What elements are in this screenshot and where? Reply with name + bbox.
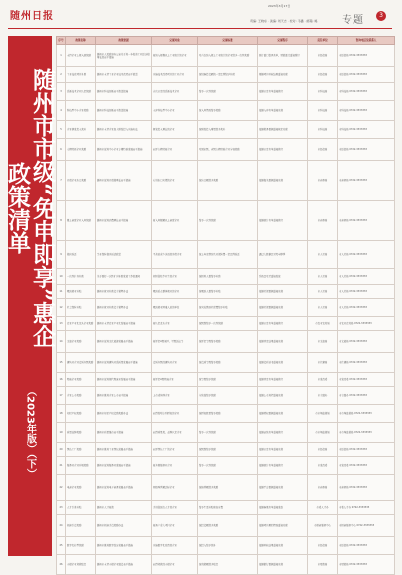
cell-target: 新升规服务业企业 (152, 457, 198, 475)
cell-standard: 按研发投入增量给予奖补 (198, 121, 258, 139)
table-row (57, 475, 395, 501)
table-row (57, 121, 395, 139)
cell-target: 获评绿色工厂的企业 (152, 443, 198, 457)
table-row (57, 443, 395, 457)
cell-name: 数字化转型奖励 (66, 537, 96, 555)
cell-target: 获得发明专利授权的企业 (152, 405, 198, 423)
cell-process: 依据上市进程直接兑现 (258, 387, 308, 405)
cell-dept: 市经信局 (308, 67, 338, 83)
cell-process: 依据银行数据直接兑现 (258, 555, 308, 575)
cell-standard: 按设备投资额的一定比例给予补助 (198, 67, 258, 83)
cell-no: 19 (57, 423, 66, 443)
cell-dept: 市金融办 (308, 387, 338, 405)
cell-basis: 随州市促进建筑业高质量发展若干措施 (96, 353, 152, 373)
table-row (57, 331, 395, 353)
table-row (57, 201, 395, 241)
cell-contact: 市文旅局 0722-3333333 (338, 331, 395, 353)
table-row (57, 373, 395, 387)
cell-target: 入库科技型中小企业 (152, 101, 198, 121)
cell-process: 通过大数据比对免申即享 (258, 241, 308, 269)
banner-title: 随州市市级“免申即享”惠企政策清单 (4, 68, 56, 348)
cell-basis: 随州市支持企业加大研发投入实施办法 (96, 121, 152, 139)
cell-process: 依据获奖名单直接拨付 (258, 423, 308, 443)
cell-standard: 按出口额给予奖励 (198, 161, 258, 201)
cell-contact: 市人社局 0722-3333333 (338, 241, 395, 269)
cell-no: 4 (57, 101, 66, 121)
cell-name: 服务业企业升规奖励 (66, 457, 96, 475)
cell-target: 上市或挂牌企业 (152, 387, 198, 405)
cell-standard: 按投入给予奖补 (198, 537, 258, 555)
table-body (57, 45, 395, 575)
cell-name: 人才引进补贴 (66, 501, 96, 515)
cell-name: 吸纳就业补贴 (66, 285, 96, 299)
header-target: 兑现对象 (152, 37, 198, 45)
cell-dept: 市文旅局 (308, 331, 338, 353)
table-row (57, 353, 395, 373)
table-header-row (57, 37, 395, 45)
cell-name: 绿色工厂奖励 (66, 443, 96, 457)
cell-process: 依据备案名单直接发放 (258, 501, 308, 515)
cell-name: 小微企业贷款贴息 (66, 555, 96, 575)
cell-process: 依据验收结果直接兑现 (258, 537, 308, 555)
page-number-badge: 3 (376, 11, 386, 21)
cell-no: 24 (57, 515, 66, 537)
header-divider (8, 28, 392, 29)
cell-process: 系统比对后直接发放 (258, 269, 308, 285)
cell-process: 根据项目验收结果直接兑现 (258, 67, 308, 83)
cell-basis: 失业保险稳岗返还政策 (96, 241, 152, 269)
cell-contact: 市科技局 0722-3333333 (338, 83, 395, 101)
cell-standard: 按销售额给予奖励 (198, 475, 258, 501)
cell-standard: 按级别给予一次性奖励 (198, 317, 258, 331)
cell-process: 依据税务数据直接核定兑现 (258, 121, 308, 139)
cell-target: 获得质量奖、品牌认定企业 (152, 423, 198, 443)
cell-basis: 随州市促进文化旅游发展若干措施 (96, 331, 152, 353)
cell-standard: 按入库情况给予奖励 (198, 101, 258, 121)
cell-name: 物流企业奖励 (66, 373, 96, 387)
cell-no: 3 (57, 83, 66, 101)
table-row (57, 299, 395, 317)
cell-dept: 市经信局 (308, 45, 338, 67)
cell-no: 5 (57, 121, 66, 139)
header-contact: 咨询电话及联系人 (338, 37, 395, 45)
cell-no: 23 (57, 501, 66, 515)
cell-basis: 随州市促进电子商务发展若干措施 (96, 475, 152, 501)
cell-basis: 随州市促进现代物流业发展若干措施 (96, 373, 152, 387)
cell-target: 吸纳就业困难人员的单位 (152, 299, 198, 317)
cell-name: 稳岗返还 (66, 241, 96, 269)
cell-dept: 市发改委 (308, 373, 338, 387)
cell-dept: 市商务局 (308, 161, 338, 201)
table-row (57, 269, 395, 285)
cell-no: 15 (57, 353, 66, 373)
cell-contact: 市人社局 0722-3333333 (338, 299, 395, 317)
cell-no: 1 (57, 45, 66, 67)
cell-no: 11 (57, 285, 66, 299)
cell-dept: 市科技局 (308, 121, 338, 139)
cell-contact: 市市场监管局 0722-3333333 (338, 405, 395, 423)
cell-contact: 市商务局 0722-3333333 (338, 475, 395, 501)
cell-contact: 市科技局 0722-3333333 (338, 121, 395, 139)
cell-no: 26 (57, 555, 66, 575)
cell-dept: 市经信局 (308, 537, 338, 555)
cell-basis: 随州市质量强市若干措施 (96, 423, 152, 443)
cell-contact: 市招商服务中心 0722-3333333 (338, 515, 395, 537)
table-row (57, 285, 395, 299)
cell-target: 首次认定的高新技术企业 (152, 83, 198, 101)
cell-dept: 市科技局 (308, 83, 338, 101)
table-row (57, 405, 395, 423)
cell-no: 25 (57, 537, 66, 555)
cell-target: 招用高校毕业生的企业 (152, 269, 198, 285)
header-standard: 兑现标准 (198, 37, 258, 45)
cell-process: 依据评定名单直接拨付 (258, 373, 308, 387)
cell-process: 依据社保数据直接兑现 (258, 285, 308, 299)
cell-dept: 市市场监管局 (308, 423, 338, 443)
editors-line: 责编: 王晓东 · 美编: 刘天志 · 校对: 韦鑫 · 邮箱: 略 (250, 19, 318, 23)
cell-contact: 市农业农村局 0722-3333333 (338, 317, 395, 331)
table-row (57, 423, 395, 443)
cell-dept: 市委人才办 (308, 501, 338, 515)
cell-contact: 市发改委 0722-3333333 (338, 373, 395, 387)
cell-contact: 市经信局 0722-3333333 (338, 537, 395, 555)
cell-basis: 随州市科技创新若干政策措施 (96, 101, 152, 121)
cell-no: 18 (57, 405, 66, 423)
cell-target: 资质升级的建筑业企业 (152, 353, 198, 373)
table-row (57, 317, 395, 331)
cell-target: 有进出口实绩的企业 (152, 161, 198, 201)
cell-process: 依据平台数据直接兑现 (258, 475, 308, 501)
cell-process: 依据海关数据直接兑现 (258, 161, 308, 201)
cell-no: 14 (57, 331, 66, 353)
cell-standard: 按实际缴纳社保费给予补贴 (198, 299, 258, 317)
cell-basis: 随州市促进外贸稳增长若干措施 (96, 161, 152, 201)
cell-target: 网络零售额达标企业 (152, 475, 198, 501)
header-name: 政策名称 (66, 37, 96, 45)
cell-standard: 给予一次性奖励 (198, 457, 258, 475)
cell-standard: 按招用人数给予补助 (198, 269, 258, 285)
cell-basis: 随州市促进中小企业专精特新发展若干措施 (96, 139, 152, 161)
cell-target: 获评专精特新企业 (152, 139, 198, 161)
cell-no: 20 (57, 443, 66, 457)
cell-name: 社会保险补贴 (66, 299, 96, 317)
cell-no: 7 (57, 161, 66, 201)
cell-dept: 市发改委 (308, 457, 338, 475)
cell-name: 高新技术企业认定奖励 (66, 83, 96, 101)
policy-table-container (56, 36, 394, 566)
cell-contact: 市委人才办 0722-3333333 (338, 501, 395, 515)
cell-name: 专精特新企业奖励 (66, 139, 96, 161)
cell-contact: 市商务局 0722-3333333 (338, 201, 395, 241)
cell-no: 21 (57, 457, 66, 475)
cell-target: 引进高层次人才的企业 (152, 501, 198, 515)
cell-name: 知识产权奖励 (66, 405, 96, 423)
cell-basis: 随州市知识产权资助奖励办法 (96, 405, 152, 423)
cell-basis: 关于做好一次性扩岗补助发放工作的通知 (96, 269, 152, 285)
header-process: 兑现程序 (258, 37, 308, 45)
cell-contact: 市市场监管局 0722-3333333 (338, 423, 395, 443)
table-row (57, 387, 395, 405)
cell-target: 新纳入规模以上工业统计的企业 (152, 45, 198, 67)
cell-standard: 按授权数量给予奖励 (198, 405, 258, 423)
cell-contact: 市商务局 0722-3333333 (338, 161, 395, 201)
cell-target: 新入库限额以上商贸企业 (152, 201, 198, 241)
cell-process: 依据认定名单直接拨付 (258, 317, 308, 331)
cell-basis: 随州市推进企业上市若干措施 (96, 387, 152, 405)
cell-contact: 市人社局 0722-3333333 (338, 269, 395, 285)
policy-table (56, 36, 395, 575)
section-title: 专题 (342, 15, 364, 26)
cell-no: 2 (57, 67, 66, 83)
cell-target: 研发投入增长的企业 (152, 121, 198, 139)
cell-dept: 市人社局 (308, 241, 338, 269)
cell-process: 统计部门提供名单，财政部门直接拨付 (258, 45, 308, 67)
cell-no: 9 (57, 241, 66, 269)
table-row (57, 83, 395, 101)
cell-contact: 市金融办 0722-3333333 (338, 387, 395, 405)
cell-contact: 市经信局 0722-3333333 (338, 443, 395, 457)
cell-name: 电商企业奖励 (66, 475, 96, 501)
cell-no: 13 (57, 317, 66, 331)
cell-target: 吸纳重点群体就业的企业 (152, 285, 198, 299)
cell-standard: 对国家级、省级专精特新企业分档奖励 (198, 139, 258, 161)
cell-no: 10 (57, 269, 66, 285)
cell-contact: 市科技局 0722-3333333 (338, 101, 395, 121)
cell-process: 依据授权数据直接兑现 (258, 405, 308, 423)
cell-dept: 市市场监管局 (308, 405, 338, 423)
cell-contact: 市人社局 0722-3333333 (338, 285, 395, 299)
cell-standard: 给予生活补贴和安家费 (198, 501, 258, 515)
table-row (57, 537, 395, 555)
cell-process: 依据统计名单直接拨付 (258, 201, 308, 241)
cell-name: 外贸企业出口奖励 (66, 161, 96, 201)
cell-name: 科技型中小企业奖励 (66, 101, 96, 121)
cell-process: 依据评定结果直接兑现 (258, 331, 308, 353)
cell-basis: 随州市推进工业绿色发展若干措施 (96, 443, 152, 457)
cell-basis: 随州市人才新政 (96, 501, 152, 515)
cell-basis: 随州市支持小微企业融资若干措施 (96, 555, 152, 575)
cell-dept: 市科技局 (308, 101, 338, 121)
cell-dept: 市招商服务中心 (308, 515, 338, 537)
cell-basis: 随州市招商引资奖励办法 (96, 515, 152, 537)
cell-target: 获得贷款的小微企业 (152, 555, 198, 575)
cell-name: 企业上市奖励 (66, 387, 96, 405)
cell-standard: 给予一次性奖励 (198, 83, 258, 101)
cell-target: 新认定龙头企业 (152, 317, 198, 331)
cell-target: 不裁员或少裁员的参保企业 (152, 241, 198, 269)
cell-standard: 按等级给予奖励 (198, 373, 258, 387)
table-row (57, 457, 395, 475)
cell-name: 质量品牌奖励 (66, 423, 96, 443)
cell-no: 17 (57, 387, 66, 405)
cell-basis: 随州市支持农业产业化发展若干措施 (96, 317, 152, 331)
table-row (57, 45, 395, 67)
cell-basis: 随州市支持工业企业技术改造若干政策 (96, 67, 152, 83)
cell-name: 企业研发投入奖补 (66, 121, 96, 139)
cell-target: 新落户重大项目企业 (152, 515, 198, 537)
cell-process: 依据资质证书直接兑现 (258, 353, 308, 373)
cell-dept: 市农业农村局 (308, 317, 338, 331)
cell-standard: 按投资额给予奖励 (198, 515, 258, 537)
cell-standard: 按贷款额给予贴息 (198, 555, 258, 575)
cell-process: 依据认定名单直接兑现 (258, 443, 308, 457)
cell-name: 农业产业化龙头企业奖励 (66, 317, 96, 331)
cell-contact: 市财政局 0722-3333333 (338, 555, 395, 575)
cell-process: 依据社保数据直接兑现 (258, 299, 308, 317)
cell-standard: 分阶段给予奖励 (198, 387, 258, 405)
cell-basis: 随州市就业补助资金管理办法 (96, 299, 152, 317)
cell-no: 6 (57, 139, 66, 161)
cell-process: 依据项目履约情况直接兑现 (258, 515, 308, 537)
cell-contact: 市住建局 0722-3333333 (338, 353, 395, 373)
table-row (57, 555, 395, 575)
cell-target: 新评定A级物流企业 (152, 373, 198, 387)
table-row (57, 515, 395, 537)
header-basis: 政策依据 (96, 37, 152, 45)
cell-process: 依据统计名单直接拨付 (258, 457, 308, 475)
cell-dept: 市住建局 (308, 353, 338, 373)
cell-target: 新评定A级景区、星级饭店等 (152, 331, 198, 353)
cell-standard: 对首次纳入规上工业统计的企业给予一次性奖励 (198, 45, 258, 67)
cell-dept: 市经信局 (308, 139, 338, 161)
cell-target: 实施数字化改造的企业 (152, 537, 198, 555)
cell-no: 8 (57, 201, 66, 241)
cell-standard: 按资质等级给予奖励 (198, 353, 258, 373)
cell-standard: 按评定等级给予奖励 (198, 331, 258, 353)
cell-standard: 给予一次性奖励 (198, 201, 258, 241)
cell-name: 支持企业上规入统奖励 (66, 45, 96, 67)
cell-basis: 随州市就业补助资金管理办法 (96, 285, 152, 299)
cell-contact: 市经信局 0722-3333333 (338, 67, 395, 83)
cell-process: 依据认定名单直接拨付 (258, 83, 308, 101)
table-row (57, 501, 395, 515)
cell-basis: 随州市促进消费增长若干措施 (96, 201, 152, 241)
table-row (57, 139, 395, 161)
cell-dept: 市经信局 (308, 443, 338, 457)
cell-target: 实施技术改造项目的工业企业 (152, 67, 198, 83)
cell-process: 依据认定名单直接拨付 (258, 139, 308, 161)
cell-dept: 市人社局 (308, 269, 338, 285)
cell-process: 依据入库名单直接兑现 (258, 101, 308, 121)
cell-dept: 市商务局 (308, 475, 338, 501)
cell-name: 限上商贸企业入库奖励 (66, 201, 96, 241)
table-row (57, 161, 395, 201)
cell-basis: 随州市促进服务业发展若干措施 (96, 457, 152, 475)
newspaper-logo: 随州日报 (10, 11, 54, 22)
banner-subtitle: （2023年版）（下） (24, 385, 36, 479)
cell-name: 文旅企业奖励 (66, 331, 96, 353)
cell-name: 招商引资奖励 (66, 515, 96, 537)
cell-standard: 按上年度缴纳失业保险费一定比例返还 (198, 241, 258, 269)
cell-contact: 市发改委 0722-3333333 (338, 457, 395, 475)
cell-dept: 市商务局 (308, 201, 338, 241)
cell-name: 建筑业企业资质升级奖励 (66, 353, 96, 373)
header-no: 序号 (57, 37, 66, 45)
cell-no: 16 (57, 373, 66, 387)
cell-basis: 随州市人民政府办公室关于进一步促进工业经济稳增长的若干措施 (96, 45, 152, 67)
cell-no: 22 (57, 475, 66, 501)
cell-contact: 市经信局 0722-3333333 (338, 45, 395, 67)
header-dept: 责任单位 (308, 37, 338, 45)
table-row (57, 67, 395, 83)
cell-contact: 市经信局 0722-3333333 (338, 139, 395, 161)
cell-name: 一次性扩岗补助 (66, 269, 96, 285)
cell-dept: 市人社局 (308, 285, 338, 299)
table-row (57, 241, 395, 269)
cell-basis: 随州市推进数字经济发展若干措施 (96, 537, 152, 555)
cell-name: 工业技改项目补助 (66, 67, 96, 83)
cell-standard: 给予一次性奖励 (198, 423, 258, 443)
cell-no: 12 (57, 299, 66, 317)
cell-standard: 按吸纳人数给予补贴 (198, 285, 258, 299)
cell-dept: 市财政局 (308, 555, 338, 575)
cell-basis: 随州市科技创新若干政策措施 (96, 83, 152, 101)
table-row (57, 101, 395, 121)
cell-standard: 按级别给予奖励 (198, 443, 258, 457)
cell-dept: 市人社局 (308, 299, 338, 317)
issue-date: 2023年3月17日 (268, 4, 291, 8)
